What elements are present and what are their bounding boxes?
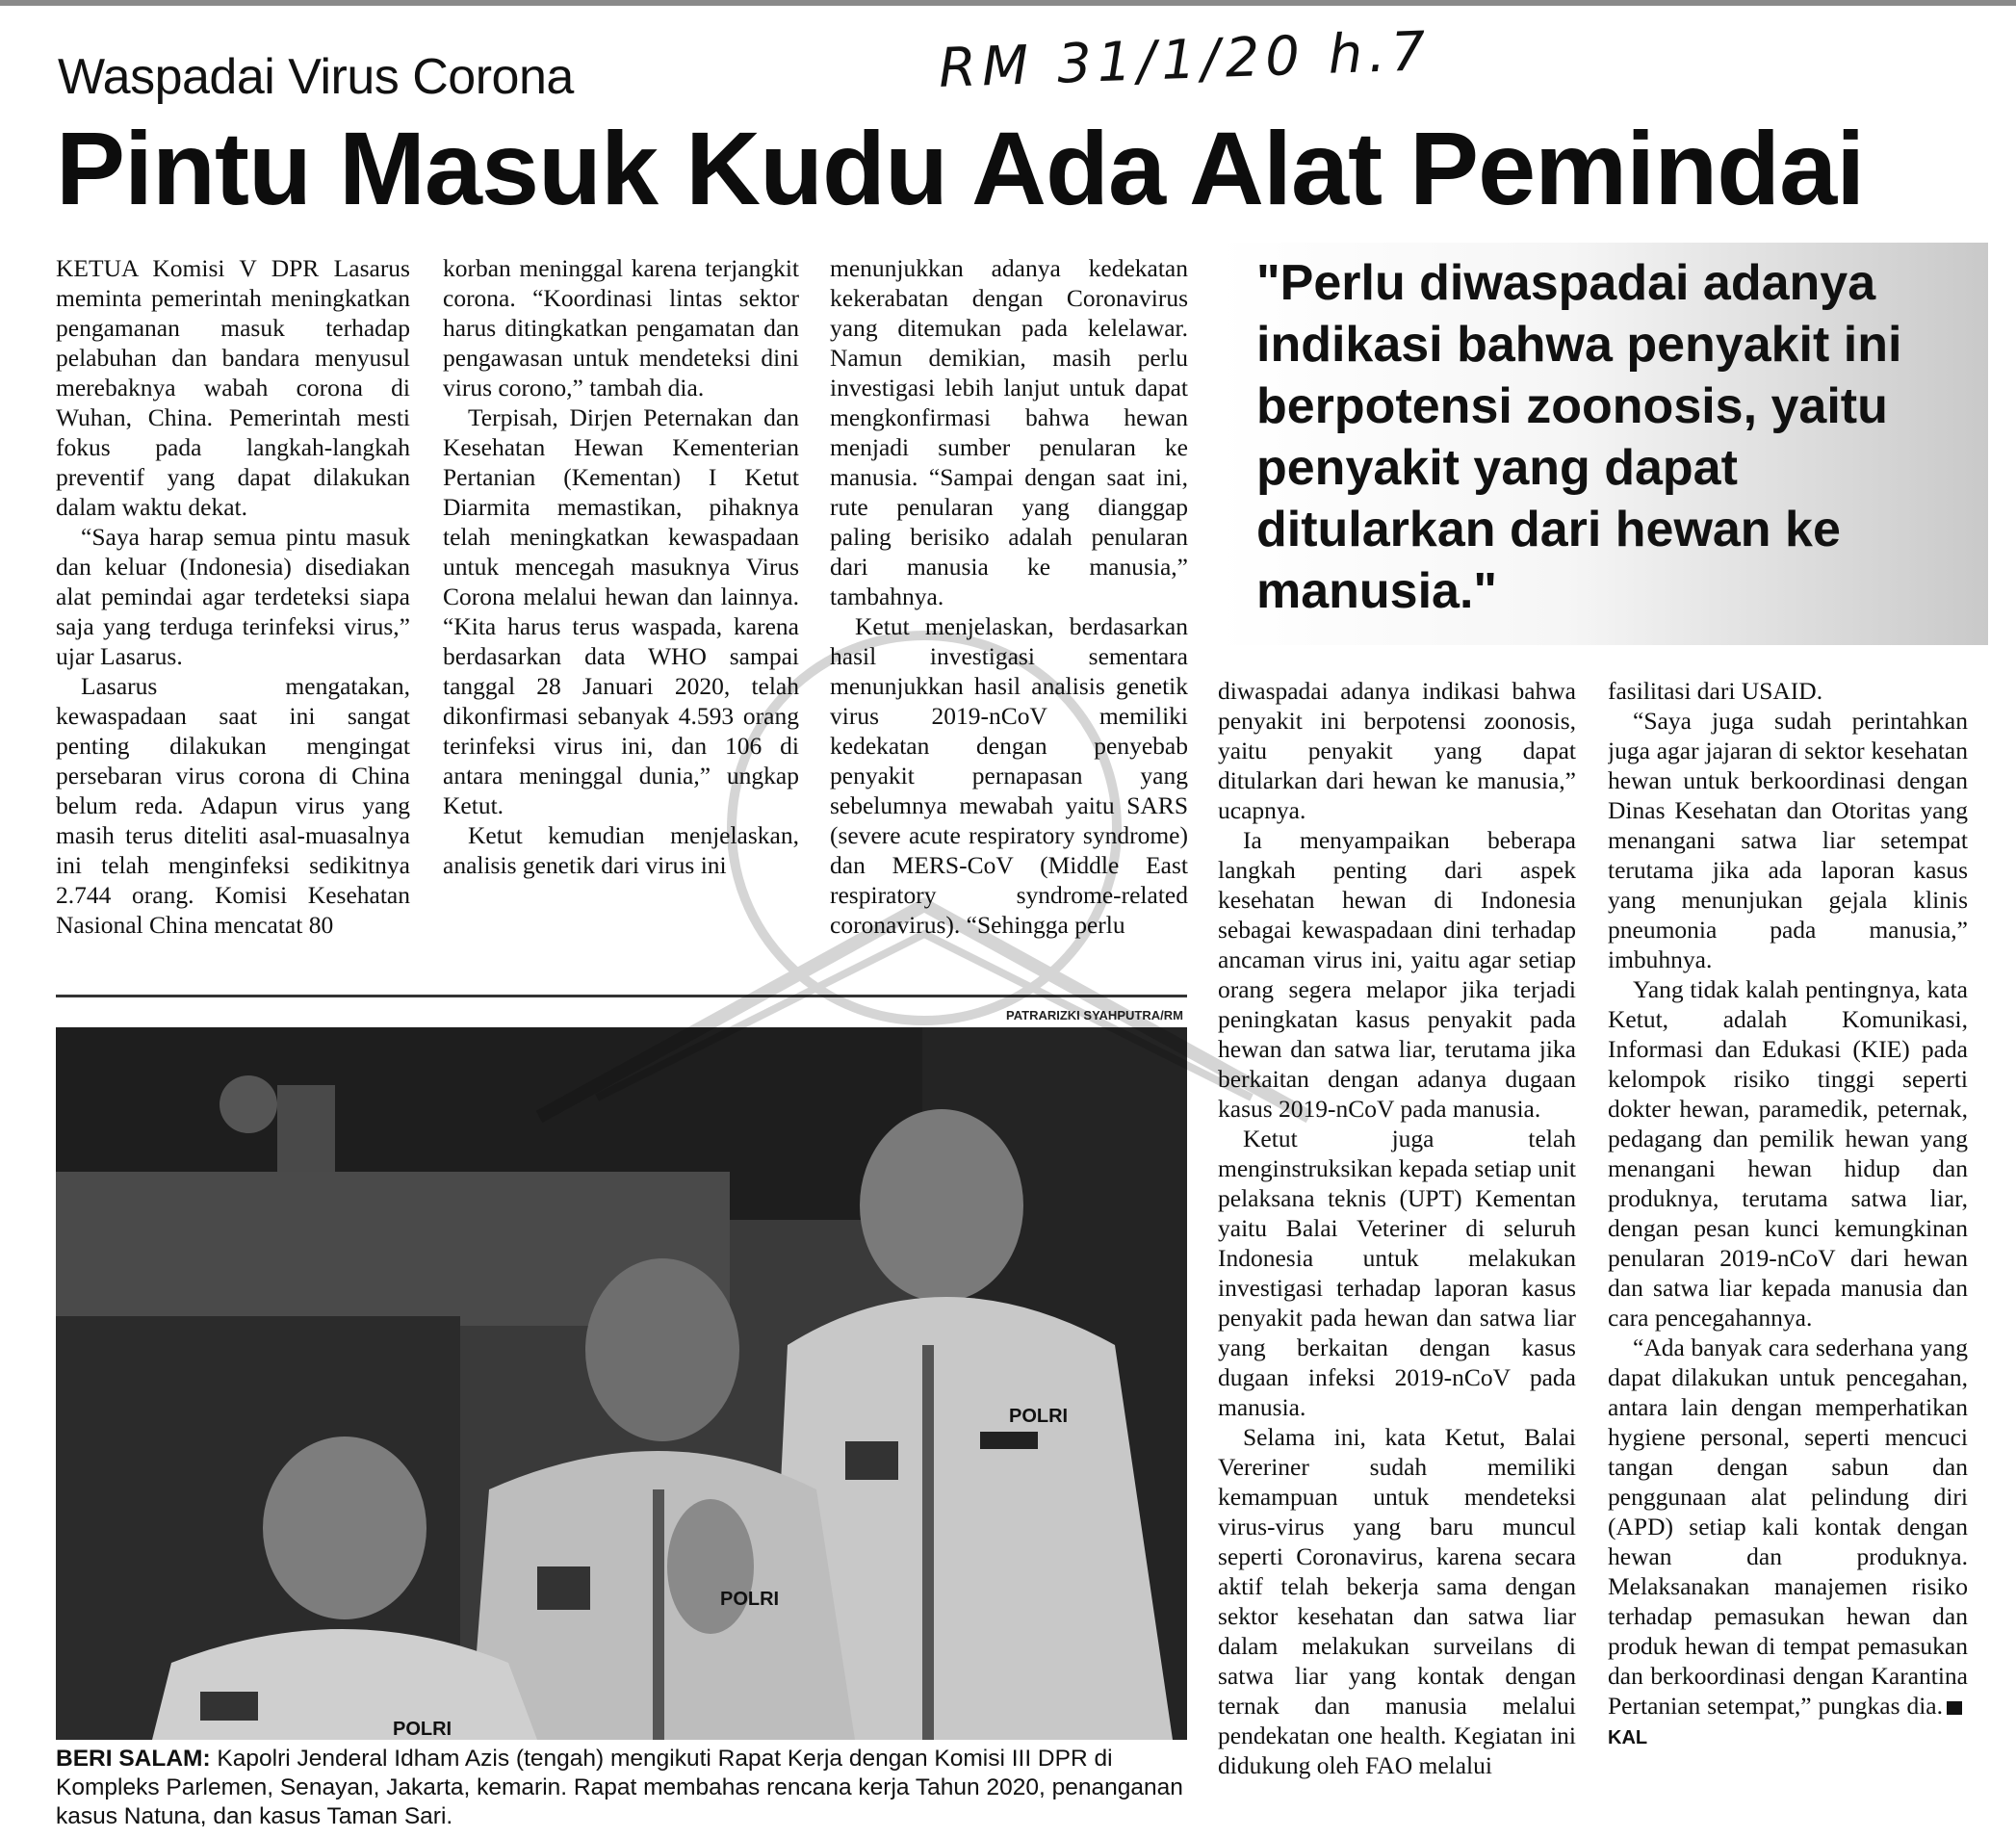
- top-border: [0, 0, 2016, 6]
- paragraph: fasilitasi dari USAID.: [1608, 677, 1823, 705]
- paragraph: [1608, 1333, 1968, 1753]
- paragraph: Selama ini, kata Ketut, Balai Vereriner sudah memiliki kemampuan untuk mendeteksi virus-virus yang baru muncul seperti Coronavirus, karena secara aktif telah bekerja sama dengan sektor kesehatan dan satwa liar dalam melakukan surveilans di satwa liar yang kontak dengan ternak dan manusia melalui pendekatan one health. Kegiatan ini didukung oleh FAO melalui: [1218, 1423, 1576, 1779]
- article-column-2: [443, 253, 799, 958]
- photo-label-polri-right: POLRI: [1009, 1406, 1069, 1427]
- article-column-5: [1608, 676, 1968, 1826]
- pull-quote-box: [1218, 243, 1988, 645]
- paragraph: Lasarus mengatakan, kewaspadaan saat ini sangat penting dilakukan mengingat persebaran virus corona di China belum reda. Adapun virus yang masih terus diteliti asal-muasalnya ini telah menginfeksi sedikitnya 2.744 orang. Komisi Kesehatan Nasional China mencatat 80: [56, 672, 410, 939]
- paragraph: Ia menyampaikan beberapa langkah penting dari aspek kesehatan hewan di Indonesia sebagai kewaspadaan dini terhadap ancaman virus ini, yaitu agar setiap orang segera melapor jika terjadi peningkatan kasus penyakit pada hewan dan satwa liar, terutama jika berkaitan dengan adanya dugaan kasus 2019-nCoV pada manusia.: [1218, 826, 1576, 1123]
- paragraph: KETUA Komisi V DPR Lasarus meminta pemerintah meningkatkan pengamanan masuk terhadap pelabuhan dan bandara menyusul merebaknya wabah corona di Wuhan, China. Pemerintah mesti fokus pada langkah-langkah preventif yang dapat dilakukan dalam waktu dekat.: [56, 254, 410, 521]
- paragraph: diwaspadai adanya indikasi bahwa penyakit ini berpotensi zoonosis, yaitu penyakit yang dapat ditularkan dari hewan ke manusia,” ucapnya.: [1218, 677, 1576, 824]
- pull-quote: "Perlu diwaspadai adanya indikasi bahwa penyakit ini berpotensi zoonosis, yaitu penyakit yang dapat ditularkan dari hewan ke manusia.": [1256, 255, 1902, 619]
- paragraph: “Saya juga sudah perintahkan juga agar jajaran di sektor kesehatan hewan untuk berkoordinasi dengan Dinas Kesehatan dan Otoritas yang menangani satwa liar setempat terutama jika ada laporan kasus yang menunjukan gejala klinis pneumonia pada manusia,” imbuhnya.: [1608, 707, 1968, 973]
- news-photo: [56, 1027, 1187, 1740]
- photo-label-polri-left: POLRI: [393, 1719, 452, 1740]
- paragraph: korban meninggal karena terjangkit corona. “Koordinasi lintas sektor harus ditingkatkan pengamatan dan pengawasan untuk mendeteksi dini virus corono,” tambah dia.: [443, 254, 799, 401]
- paragraph: Ketut juga telah menginstruksikan kepada setiap unit pelaksana teknis (UPT) Kementan yaitu Balai Veteriner di seluruh Indonesia untuk melakukan investigasi terhadap laporan kasus penyakit pada hewan dan satwa liar yang berkaitan dengan kasus dugaan infeksi 2019-nCoV pada manusia.: [1218, 1125, 1576, 1421]
- article-column-1: [56, 253, 410, 958]
- kicker-title: Waspadai Virus Corona: [58, 49, 574, 105]
- photo-illustration: [56, 1027, 1187, 1740]
- photo-label-polri-mid: POLRI: [720, 1589, 780, 1610]
- handwritten-note: RM 31/1/20 h.7: [938, 20, 1433, 100]
- paragraph: menunjukkan adanya kedekatan kekerabatan dengan Coronavirus yang ditemukan pada kelelawar. Namun demikian, masih perlu investigasi lebih lanjut untuk dapat mengkonfirmasi bahwa hewan menjadi sumber penularan ke manusia. “Sampai dengan saat ini, rute penularan yang dianggap paling berisiko adalah penularan dari manusia ke manusia,” tambahnya.: [830, 254, 1188, 610]
- paragraph: Yang tidak kalah pentingnya, kata Ketut, adalah Komunikasi, Informasi dan Edukasi (KIE) pada kelompok risiko tinggi seperti dokter hewan, paramedik, peternak, pedagang dan pemilik hewan yang menangani hewan hidup dan produknya, terutama satwa liar, dengan pesan kunci kemungkinan penularan 2019-nCoV dari hewan dan satwa liar kepada manusia dan cara pencegahannya.: [1608, 975, 1968, 1332]
- closing-paragraph-text: “Ada banyak cara sederhana yang dapat dilakukan untuk pencegahan, antara lain dengan memperhatikan hygiene personal, seperti mencuci tangan dengan sabun dan penggunaan alat pelindung diri (APD) setiap kali kontak dengan hewan dan produknya. Melaksanakan manajemen risiko terhadap pemasukan hewan dan produk hewan di tempat pemasukan dan berkoordinasi dengan Karantina Pertanian setempat,” pungkas dia.: [1608, 1333, 1968, 1720]
- byline: KAL: [1608, 1727, 1648, 1748]
- paragraph: Ketut menjelaskan, berdasarkan hasil investigasi sementara menunjukkan hasil analisis genetik virus 2019-nCoV memiliki kedekatan dengan penyebab penyakit pernapasan yang sebelumnya mewabah yaitu SARS (severe acute respiratory syndrome) dan MERS-CoV (Middle East respiratory syndrome-related coronavirus). “Sehingga perlu: [830, 612, 1188, 939]
- paragraph: Ketut kemudian menjelaskan, analisis genetik dari virus ini: [443, 821, 799, 879]
- article-column-3: [830, 253, 1188, 958]
- photo-credit: PATRARIZKI SYAHPUTRA/RM: [1006, 1008, 1183, 1023]
- headline: Pintu Masuk Kudu Ada Alat Pemindai: [56, 110, 1865, 226]
- photo-top-rule: [56, 995, 1187, 997]
- article-column-4: [1218, 676, 1576, 1826]
- end-mark-icon: [1947, 1701, 1962, 1715]
- caption-text: Kapolri Jenderal Idham Azis (tengah) mengikuti Rapat Kerja dengan Komisi III DPR di Kompleks Parlemen, Senayan, Jakarta, kemarin. Rapat membahas rencana kerja Tahun 2020, penanganan kasus Natuna, dan kasus Taman Sari.: [56, 1746, 1183, 1829]
- photo-caption: [56, 1745, 1192, 1831]
- paragraph: Terpisah, Dirjen Peternakan dan Kesehatan Hewan Kementerian Pertanian (Kementan) I Ketut Diarmita memastikan, pihaknya telah meningkatkan kewaspadaan untuk mencegah masuknya Virus Corona melalui hewan dan lainnya. “Kita harus terus waspada, karena berdasarkan data WHO sampai tanggal 28 Januari 2020, telah dikonfirmasi sebanyak 4.593 orang terinfeksi virus ini, dan 106 di antara meninggal dunia,” ungkap Ketut.: [443, 403, 799, 819]
- paragraph: “Saya harap semua pintu masuk dan keluar (Indonesia) disediakan alat pemindai agar terdeteksi siapa saja yang terduga terinfeksi virus,” ujar Lasarus.: [56, 523, 410, 670]
- caption-lead: BERI SALAM:: [56, 1746, 211, 1772]
